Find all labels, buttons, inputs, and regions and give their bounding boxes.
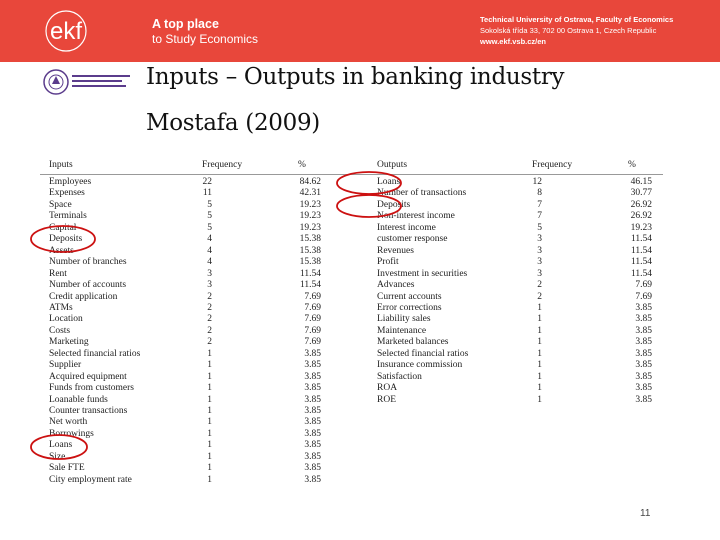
input-percent-cell: 3.85 xyxy=(304,406,321,416)
input-name-cell: Capital xyxy=(49,222,77,233)
page-number: 11 xyxy=(640,508,651,519)
ekf-logo xyxy=(14,6,132,56)
input-name-cell: Costs xyxy=(49,325,71,336)
input-name-cell: Funds from customers xyxy=(49,383,134,394)
output-percent-cell: 26.92 xyxy=(630,199,652,210)
output-frequency-cell: 1 xyxy=(537,337,542,348)
output-percent-cell: 3.85 xyxy=(635,371,652,382)
input-name-cell: Number of accounts xyxy=(49,280,127,291)
input-percent-cell: 3.85 xyxy=(304,394,321,405)
input-frequency-cell: 5 xyxy=(207,211,212,222)
input-name-cell: City employment rate xyxy=(49,474,132,485)
output-name-cell: Liability sales xyxy=(377,314,431,325)
input-frequency-cell: 1 xyxy=(207,360,212,371)
output-frequency-cell: 2 xyxy=(537,280,542,291)
output-percent-cell: 3.85 xyxy=(635,302,652,313)
input-frequency-cell: 2 xyxy=(207,337,212,348)
input-frequency-cell: 2 xyxy=(207,302,212,313)
input-frequency-cell: 1 xyxy=(207,463,212,474)
slide-title: Inputs – Outputs in banking industry xyxy=(146,64,565,90)
output-frequency-cell: 1 xyxy=(537,314,542,325)
input-frequency-cell: 3 xyxy=(207,280,212,291)
input-name-cell: Net worth xyxy=(49,417,88,428)
tagline xyxy=(152,17,258,47)
input-name-cell: Loans xyxy=(49,440,73,451)
output-name-cell: Profit xyxy=(377,257,399,268)
input-percent-cell: 3.85 xyxy=(304,348,321,359)
output-frequency-cell: 2 xyxy=(537,291,542,302)
input-frequency-cell: 22 xyxy=(202,177,212,187)
output-name-cell: Advances xyxy=(377,280,415,291)
input-frequency-cell: 4 xyxy=(207,234,212,245)
input-percent-cell: 3.85 xyxy=(304,428,321,439)
input-name-cell: Credit application xyxy=(49,291,118,302)
output-frequency-cell: 1 xyxy=(537,394,542,405)
input-percent-cell: 7.69 xyxy=(304,291,321,302)
output-percent-cell: 11.54 xyxy=(630,245,652,256)
input-name-cell: Expenses xyxy=(49,188,85,199)
input-name-cell: Sale FTE xyxy=(49,463,85,474)
input-frequency-cell: 1 xyxy=(207,451,212,462)
output-percent-cell: 3.85 xyxy=(635,360,652,371)
output-frequency-cell: 12 xyxy=(532,177,542,187)
output-percent-cell: 30.77 xyxy=(630,188,652,199)
output-name-cell: Loans xyxy=(377,177,401,187)
header-banner xyxy=(0,0,720,62)
university-emblem xyxy=(40,66,140,98)
input-frequency-cell: 5 xyxy=(207,222,212,233)
input-name-cell: Number of branches xyxy=(49,257,127,268)
output-frequency-cell: 1 xyxy=(537,383,542,394)
input-frequency-cell: 1 xyxy=(207,371,212,382)
input-percent-cell: 3.85 xyxy=(304,371,321,382)
input-frequency-cell: 1 xyxy=(207,474,212,485)
header-outputs-percent: % xyxy=(628,160,636,170)
output-name-cell: ROE xyxy=(377,394,396,405)
input-name-cell: Terminals xyxy=(49,211,87,222)
input-percent-cell: 15.38 xyxy=(299,257,321,268)
university-address xyxy=(480,14,673,47)
input-percent-cell: 84.62 xyxy=(299,177,321,187)
output-frequency-cell: 3 xyxy=(537,234,542,245)
header-inputs-percent: % xyxy=(298,160,306,170)
output-name-cell: Satisfaction xyxy=(377,371,422,382)
input-name-cell: Space xyxy=(49,199,72,210)
output-name-cell: Current accounts xyxy=(377,291,442,302)
input-percent-cell: 7.69 xyxy=(304,314,321,325)
input-frequency-cell: 3 xyxy=(207,268,212,279)
output-percent-cell: 11.54 xyxy=(630,257,652,268)
input-percent-cell: 3.85 xyxy=(304,440,321,451)
input-frequency-cell: 1 xyxy=(207,417,212,428)
input-frequency-cell: 2 xyxy=(207,325,212,336)
output-name-cell: Number of transactions xyxy=(377,188,467,199)
input-frequency-cell: 1 xyxy=(207,428,212,439)
output-frequency-cell: 1 xyxy=(537,360,542,371)
output-percent-cell: 46.15 xyxy=(630,177,652,187)
output-name-cell: Error corrections xyxy=(377,302,442,313)
university-website: www.ekf.vsb.cz/en xyxy=(480,37,546,46)
output-frequency-cell: 3 xyxy=(537,257,542,268)
output-percent-cell: 3.85 xyxy=(635,394,652,405)
slide-subtitle: Mostafa (2009) xyxy=(146,110,320,136)
input-percent-cell: 11.54 xyxy=(299,280,321,291)
input-percent-cell: 7.69 xyxy=(304,325,321,336)
input-name-cell: Counter transactions xyxy=(49,406,128,416)
output-percent-cell: 19.23 xyxy=(630,222,652,233)
header-outputs-frequency: Frequency xyxy=(532,160,573,170)
output-name-cell: Investment in securities xyxy=(377,268,468,279)
input-percent-cell: 3.85 xyxy=(304,383,321,394)
output-percent-cell: 11.54 xyxy=(630,234,652,245)
input-frequency-cell: 2 xyxy=(207,291,212,302)
input-frequency-cell: 1 xyxy=(207,348,212,359)
output-frequency-cell: 1 xyxy=(537,302,542,313)
input-name-cell: Supplier xyxy=(49,360,82,371)
output-name-cell: ROA xyxy=(377,383,398,394)
output-name-cell: Interest income xyxy=(377,222,436,233)
output-name-cell: Deposits xyxy=(377,199,411,210)
input-frequency-cell: 2 xyxy=(207,314,212,325)
university-street: Sokolská třída 33, 702 00 Ostrava 1, Czech Republic xyxy=(480,26,657,35)
output-percent-cell: 26.92 xyxy=(630,211,652,222)
input-name-cell: ATMs xyxy=(49,302,73,313)
input-frequency-cell: 11 xyxy=(202,188,212,199)
input-frequency-cell: 5 xyxy=(207,199,212,210)
input-percent-cell: 3.85 xyxy=(304,474,321,485)
output-name-cell: Marketed balances xyxy=(377,337,449,348)
output-frequency-cell: 5 xyxy=(537,222,542,233)
input-percent-cell: 15.38 xyxy=(299,245,321,256)
output-frequency-cell: 1 xyxy=(537,371,542,382)
output-percent-cell: 3.85 xyxy=(635,337,652,348)
output-name-cell: Maintenance xyxy=(377,325,427,336)
input-name-cell: Location xyxy=(49,314,83,325)
output-frequency-cell: 3 xyxy=(537,268,542,279)
output-percent-cell: 3.85 xyxy=(635,314,652,325)
input-percent-cell: 19.23 xyxy=(299,211,321,222)
input-percent-cell: 7.69 xyxy=(304,337,321,348)
input-percent-cell: 11.54 xyxy=(299,268,321,279)
input-name-cell: Selected financial ratios xyxy=(49,348,141,359)
input-percent-cell: 7.69 xyxy=(304,302,321,313)
output-percent-cell: 7.69 xyxy=(635,291,652,302)
output-name-cell: Revenues xyxy=(377,245,414,256)
input-name-cell: Marketing xyxy=(49,337,89,348)
input-name-cell: Deposits xyxy=(49,234,83,245)
output-percent-cell: 3.85 xyxy=(635,325,652,336)
input-percent-cell: 15.38 xyxy=(299,234,321,245)
tagline-line1: A top place xyxy=(152,17,219,31)
output-frequency-cell: 1 xyxy=(537,348,542,359)
output-frequency-cell: 7 xyxy=(537,211,542,222)
input-frequency-cell: 4 xyxy=(207,257,212,268)
input-name-cell: Employees xyxy=(49,177,92,187)
university-name: Technical University of Ostrava, Faculty of Economics xyxy=(480,15,674,24)
input-percent-cell: 42.31 xyxy=(299,188,321,199)
output-percent-cell: 3.85 xyxy=(635,348,652,359)
output-name-cell: Non-interest income xyxy=(377,211,455,222)
input-percent-cell: 3.85 xyxy=(304,451,321,462)
input-frequency-cell: 1 xyxy=(207,406,212,416)
input-name-cell: Borrowings xyxy=(49,428,94,439)
input-frequency-cell: 1 xyxy=(207,394,212,405)
input-name-cell: Rent xyxy=(49,268,67,279)
output-name-cell: customer response xyxy=(377,234,448,245)
input-name-cell: Size xyxy=(49,451,66,462)
input-name-cell: Acquired equipment xyxy=(49,371,127,382)
input-name-cell: Assets xyxy=(49,245,74,256)
input-frequency-cell: 4 xyxy=(207,245,212,256)
input-percent-cell: 19.23 xyxy=(299,199,321,210)
tagline-line2: to Study Economics xyxy=(152,32,259,46)
header-outputs: Outputs xyxy=(377,160,408,170)
input-frequency-cell: 1 xyxy=(207,440,212,451)
output-frequency-cell: 8 xyxy=(537,188,542,199)
output-name-cell: Selected financial ratios xyxy=(377,348,469,359)
output-frequency-cell: 7 xyxy=(537,199,542,210)
table-header-rule xyxy=(40,174,663,175)
input-percent-cell: 19.23 xyxy=(299,222,321,233)
input-percent-cell: 3.85 xyxy=(304,417,321,428)
output-name-cell: Insurance commission xyxy=(377,360,463,371)
input-name-cell: Loanable funds xyxy=(49,394,108,405)
output-percent-cell: 11.54 xyxy=(630,268,652,279)
logo-text: ekf xyxy=(49,18,83,45)
input-percent-cell: 3.85 xyxy=(304,463,321,474)
output-percent-cell: 3.85 xyxy=(635,383,652,394)
output-frequency-cell: 1 xyxy=(537,325,542,336)
output-frequency-cell: 3 xyxy=(537,245,542,256)
input-percent-cell: 3.85 xyxy=(304,360,321,371)
header-inputs: Inputs xyxy=(49,160,73,170)
input-frequency-cell: 1 xyxy=(207,383,212,394)
header-inputs-frequency: Frequency xyxy=(202,160,243,170)
output-percent-cell: 7.69 xyxy=(635,280,652,291)
